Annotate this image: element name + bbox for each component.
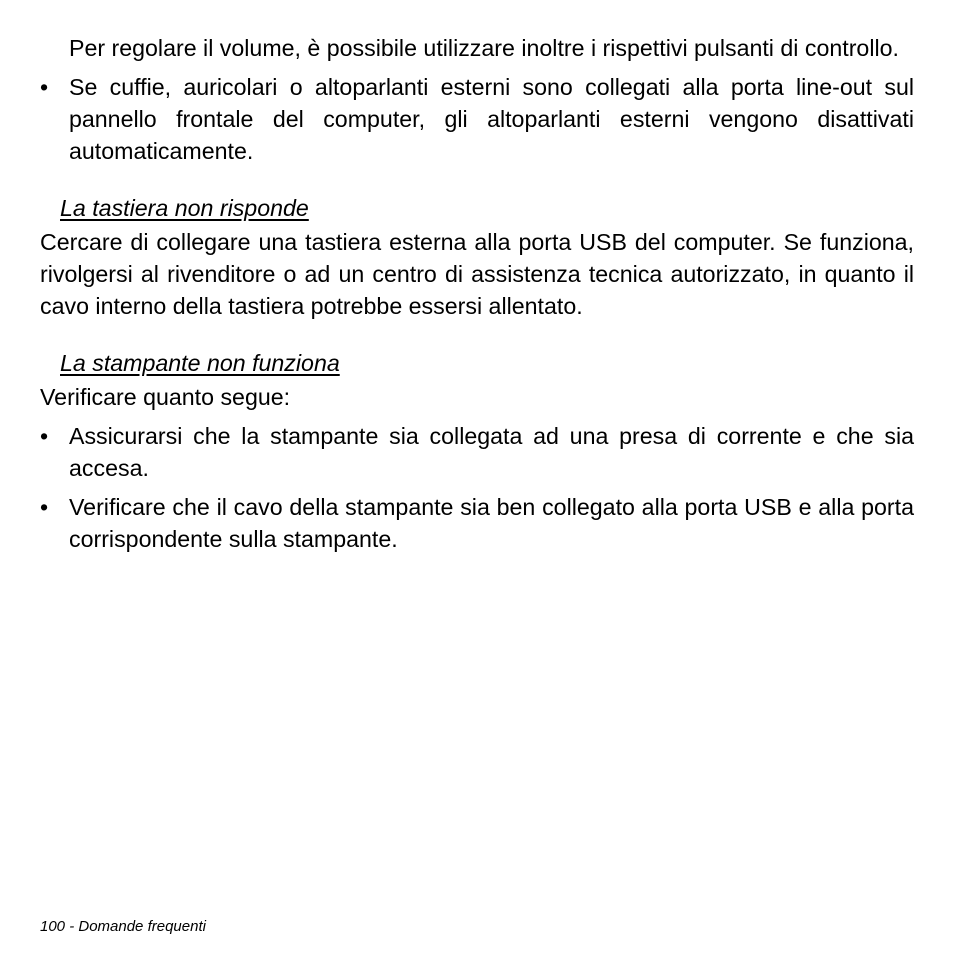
bullet-icon: • (40, 494, 49, 520)
intro-continuation-text: Per regolare il volume, è possibile utilizzare inoltre i rispettivi pulsanti di controllo. (69, 35, 899, 61)
bullet-icon: • (40, 74, 49, 100)
spacer (40, 167, 914, 192)
section-intro-printer: Verificare quanto segue: (40, 384, 291, 410)
spacer (40, 413, 914, 420)
section-body-keyboard: Cercare di collegare una tastiera esterna alla porta USB del computer. Se funziona, rivolgersi al rivenditore o ad un centro di assistenza tecnica autorizzato, in quanto il cavo interno della tastiera potrebbe essersi allentato. (40, 229, 914, 319)
bullet-icon: • (40, 423, 49, 449)
bullet-text: Verificare che il cavo della stampante sia ben collegato alla porta USB e alla porta corrispondente sulla stampante. (69, 494, 914, 552)
bullet-item-printer-cable (40, 491, 914, 555)
spacer (40, 64, 914, 71)
spacer (40, 322, 914, 347)
bullet-text: Assicurarsi che la stampante sia collegata ad una presa di corrente e che sia accesa. (69, 423, 914, 481)
spacer (40, 484, 914, 491)
section-heading-printer: La stampante non funziona (60, 350, 340, 376)
document-page (40, 32, 914, 555)
page-footer: 100 - Domande frequenti (40, 918, 206, 935)
bullet-item-printer-power (40, 420, 914, 484)
section-heading-keyboard: La tastiera non risponde (60, 195, 309, 221)
bullet-item-headphones (40, 71, 914, 167)
bullet-text: Se cuffie, auricolari o altoparlanti esterni sono collegati alla porta line-out sul pannello frontale del computer, gli altoparlanti esterni vengono disattivati automaticamente. (69, 74, 914, 164)
